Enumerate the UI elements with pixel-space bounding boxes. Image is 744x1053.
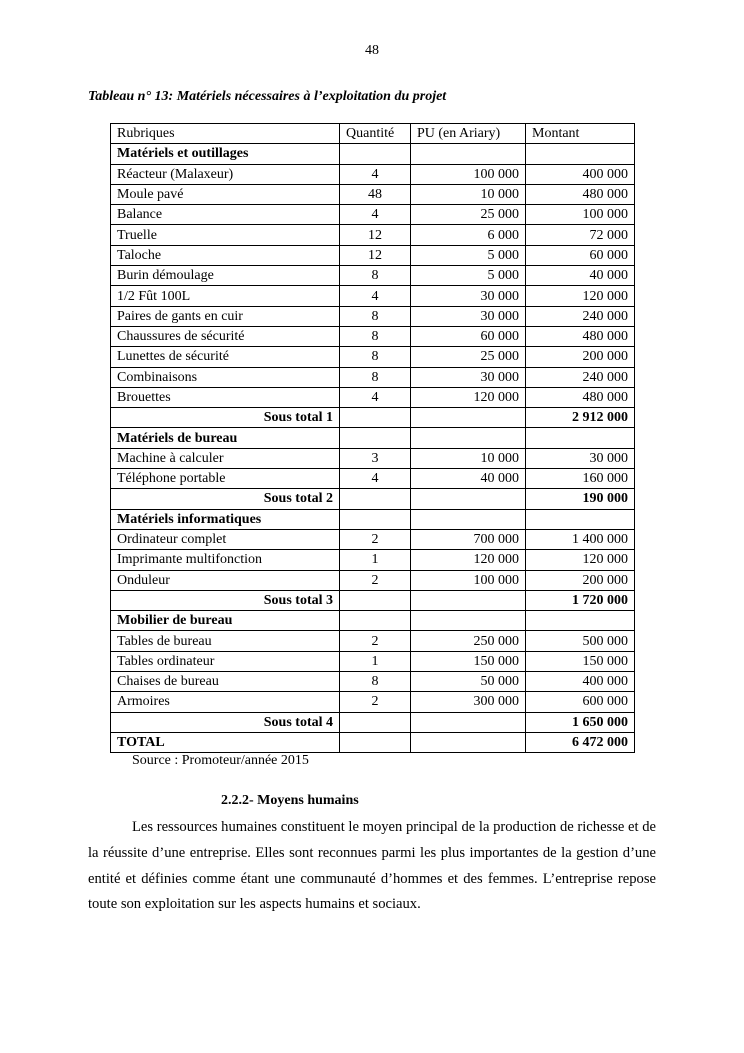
cell-rubrique: Burin démoulage [111, 266, 340, 286]
table-row [111, 550, 635, 570]
header-quantite: Quantité [340, 124, 411, 144]
cell-quantite: 1 [340, 651, 411, 671]
cell-pu: 60 000 [411, 326, 526, 346]
cell-pu: 25 000 [411, 347, 526, 367]
cell-rubrique: Sous total 4 [111, 712, 340, 732]
cell-quantite: 1 [340, 550, 411, 570]
cell-pu: 300 000 [411, 692, 526, 712]
cell-rubrique: Matériels informatiques [111, 509, 340, 529]
cell-rubrique: Brouettes [111, 387, 340, 407]
cell-rubrique: Machine à calculer [111, 448, 340, 468]
cell-montant: 190 000 [526, 489, 635, 509]
cell-rubrique: Téléphone portable [111, 469, 340, 489]
cell-montant: 150 000 [526, 651, 635, 671]
table-row [111, 306, 635, 326]
section-row [111, 144, 635, 164]
subtotal-row [111, 408, 635, 428]
section-row [111, 611, 635, 631]
cell-quantite: 2 [340, 529, 411, 549]
section-row [111, 509, 635, 529]
cell-montant: 160 000 [526, 469, 635, 489]
cell-pu [411, 408, 526, 428]
cell-montant [526, 144, 635, 164]
cell-rubrique: Sous total 2 [111, 489, 340, 509]
cell-quantite: 4 [340, 205, 411, 225]
cell-rubrique: Combinaisons [111, 367, 340, 387]
cell-pu: 30 000 [411, 306, 526, 326]
cell-rubrique: Taloche [111, 245, 340, 265]
cell-rubrique: Lunettes de sécurité [111, 347, 340, 367]
cell-rubrique: Matériels de bureau [111, 428, 340, 448]
cell-rubrique: Tables de bureau [111, 631, 340, 651]
cell-rubrique: Chaises de bureau [111, 672, 340, 692]
cell-pu: 250 000 [411, 631, 526, 651]
cell-rubrique: 1/2 Fût 100L [111, 286, 340, 306]
cell-montant: 480 000 [526, 387, 635, 407]
materials-table [110, 123, 635, 753]
cell-quantite: 4 [340, 164, 411, 184]
subtotal-row [111, 590, 635, 610]
cell-quantite: 48 [340, 184, 411, 204]
cell-rubrique: Ordinateur complet [111, 529, 340, 549]
cell-quantite: 8 [340, 306, 411, 326]
cell-montant: 500 000 [526, 631, 635, 651]
table-body [111, 144, 635, 753]
cell-montant: 100 000 [526, 205, 635, 225]
cell-montant: 6 472 000 [526, 732, 635, 752]
cell-rubrique: Imprimante multifonction [111, 550, 340, 570]
table-row [111, 347, 635, 367]
cell-quantite [340, 408, 411, 428]
cell-quantite: 8 [340, 326, 411, 346]
cell-quantite: 8 [340, 367, 411, 387]
cell-quantite [340, 590, 411, 610]
cell-rubrique: Chaussures de sécurité [111, 326, 340, 346]
table-row [111, 529, 635, 549]
cell-rubrique: Mobilier de bureau [111, 611, 340, 631]
table-row [111, 266, 635, 286]
table-row [111, 164, 635, 184]
table-row [111, 387, 635, 407]
cell-montant: 480 000 [526, 326, 635, 346]
table-row [111, 692, 635, 712]
cell-pu [411, 712, 526, 732]
cell-montant: 40 000 [526, 266, 635, 286]
table-row [111, 367, 635, 387]
cell-pu: 150 000 [411, 651, 526, 671]
cell-quantite: 2 [340, 570, 411, 590]
cell-quantite [340, 489, 411, 509]
body-paragraph: Les ressources humaines constituent le moyen principal de la production de richesse et de la réussite d’une entreprise. Elles sont reconnues parmi les plus importantes de la gestion d’une entité et définies comme étant une communauté d’hommes et des femmes. L’entreprise repose toute son exploitation sur les aspects humains et sociaux. [88, 819, 656, 913]
cell-pu [411, 732, 526, 752]
table-row [111, 205, 635, 225]
cell-pu [411, 509, 526, 529]
cell-quantite: 8 [340, 672, 411, 692]
table-row [111, 245, 635, 265]
section-row [111, 428, 635, 448]
subtotal-row [111, 712, 635, 732]
cell-pu [411, 489, 526, 509]
cell-quantite [340, 732, 411, 752]
cell-quantite: 12 [340, 225, 411, 245]
cell-pu [411, 590, 526, 610]
cell-montant: 1 720 000 [526, 590, 635, 610]
cell-rubrique: Matériels et outillages [111, 144, 340, 164]
cell-pu: 6 000 [411, 225, 526, 245]
cell-pu: 100 000 [411, 164, 526, 184]
cell-rubrique: Balance [111, 205, 340, 225]
cell-quantite [340, 712, 411, 732]
page-number: 48 [365, 43, 379, 58]
cell-pu: 30 000 [411, 286, 526, 306]
cell-montant: 1 650 000 [526, 712, 635, 732]
table-row [111, 225, 635, 245]
cell-rubrique: TOTAL [111, 732, 340, 752]
cell-rubrique: Réacteur (Malaxeur) [111, 164, 340, 184]
cell-pu: 10 000 [411, 184, 526, 204]
cell-montant: 200 000 [526, 347, 635, 367]
cell-quantite: 4 [340, 387, 411, 407]
cell-rubrique: Truelle [111, 225, 340, 245]
cell-montant: 30 000 [526, 448, 635, 468]
header-rubriques: Rubriques [111, 124, 340, 144]
cell-montant: 200 000 [526, 570, 635, 590]
cell-montant: 600 000 [526, 692, 635, 712]
cell-pu: 120 000 [411, 550, 526, 570]
table-row [111, 448, 635, 468]
cell-pu: 120 000 [411, 387, 526, 407]
cell-quantite [340, 509, 411, 529]
cell-pu [411, 144, 526, 164]
table-row [111, 184, 635, 204]
cell-pu: 5 000 [411, 245, 526, 265]
total-row [111, 732, 635, 752]
cell-montant: 60 000 [526, 245, 635, 265]
cell-quantite: 3 [340, 448, 411, 468]
cell-montant [526, 611, 635, 631]
cell-montant: 72 000 [526, 225, 635, 245]
table-row [111, 469, 635, 489]
cell-quantite: 12 [340, 245, 411, 265]
table-header-row [111, 124, 635, 144]
cell-montant [526, 428, 635, 448]
cell-montant: 400 000 [526, 164, 635, 184]
cell-quantite [340, 144, 411, 164]
cell-montant: 480 000 [526, 184, 635, 204]
cell-pu: 25 000 [411, 205, 526, 225]
cell-quantite: 4 [340, 286, 411, 306]
table-row [111, 672, 635, 692]
cell-quantite [340, 611, 411, 631]
cell-rubrique: Onduleur [111, 570, 340, 590]
table-row [111, 631, 635, 651]
cell-quantite: 8 [340, 347, 411, 367]
cell-montant: 240 000 [526, 367, 635, 387]
cell-pu: 100 000 [411, 570, 526, 590]
subsection-title: 2.2.2- Moyens humains [221, 793, 359, 808]
cell-pu: 30 000 [411, 367, 526, 387]
cell-pu: 40 000 [411, 469, 526, 489]
cell-rubrique: Sous total 3 [111, 590, 340, 610]
table-row [111, 570, 635, 590]
cell-montant: 120 000 [526, 550, 635, 570]
cell-rubrique: Paires de gants en cuir [111, 306, 340, 326]
subtotal-row [111, 489, 635, 509]
header-pu: PU (en Ariary) [411, 124, 526, 144]
cell-rubrique: Armoires [111, 692, 340, 712]
table-row [111, 286, 635, 306]
cell-montant: 240 000 [526, 306, 635, 326]
cell-pu: 10 000 [411, 448, 526, 468]
table-caption: Tableau n° 13: Matériels nécessaires à l’exploitation du projet [88, 89, 447, 104]
cell-pu [411, 428, 526, 448]
cell-montant: 1 400 000 [526, 529, 635, 549]
cell-montant [526, 509, 635, 529]
cell-rubrique: Tables ordinateur [111, 651, 340, 671]
cell-pu: 50 000 [411, 672, 526, 692]
cell-rubrique: Sous total 1 [111, 408, 340, 428]
cell-montant: 400 000 [526, 672, 635, 692]
cell-quantite: 2 [340, 631, 411, 651]
cell-quantite: 8 [340, 266, 411, 286]
cell-quantite: 2 [340, 692, 411, 712]
table-row [111, 326, 635, 346]
cell-pu: 5 000 [411, 266, 526, 286]
table-row [111, 651, 635, 671]
cell-rubrique: Moule pavé [111, 184, 340, 204]
cell-pu: 700 000 [411, 529, 526, 549]
cell-quantite: 4 [340, 469, 411, 489]
table-source: Source : Promoteur/année 2015 [132, 753, 309, 768]
cell-montant: 2 912 000 [526, 408, 635, 428]
cell-quantite [340, 428, 411, 448]
cell-pu [411, 611, 526, 631]
header-montant: Montant [526, 124, 635, 144]
cell-montant: 120 000 [526, 286, 635, 306]
